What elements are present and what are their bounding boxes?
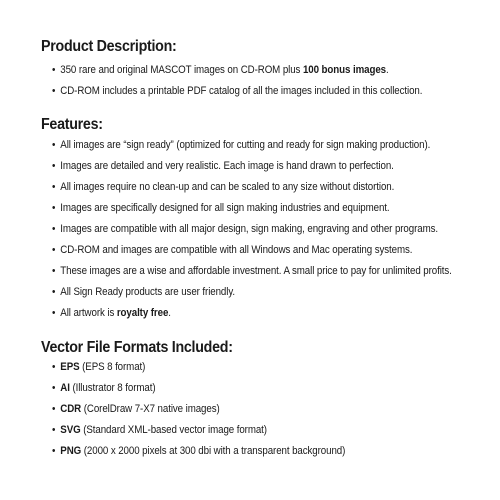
list-item: • PNG (2000 x 2000 pixels at 300 dbi with a transparent background): [52, 441, 345, 462]
list-item: • All images are “sign ready” (optimized for cutting and ready for sign making production).: [52, 135, 452, 156]
vector-formats-list: [52, 357, 371, 462]
list-item: • AI (Illustrator 8 format): [52, 378, 345, 399]
vector-formats-heading: Vector File Formats Included:: [41, 339, 233, 356]
list-item: • CDR (CorelDraw 7-X7 native images): [52, 399, 345, 420]
features-heading: Features:: [41, 116, 103, 133]
list-item: • 350 rare and original MASCOT images on CD-ROM plus 100 bonus images.: [52, 60, 422, 81]
list-item: • Images are compatible with all major design, sign making, engraving and other programs.: [52, 219, 452, 240]
product-description-heading: Product Description:: [41, 38, 177, 55]
list-item: • CD-ROM includes a printable PDF catalog of all the images included in this collection.: [52, 81, 422, 102]
features-list: [52, 135, 487, 324]
list-item: • Images are detailed and very realistic. Each image is hand drawn to perfection.: [52, 156, 452, 177]
product-description-list: [52, 60, 455, 102]
list-item: • These images are a wise and affordable investment. A small price to pay for unlimited profits.: [52, 261, 452, 282]
list-item: • All Sign Ready products are user friendly.: [52, 282, 452, 303]
list-item: • All artwork is royalty free.: [52, 303, 452, 324]
list-item: • SVG (Standard XML-based vector image format): [52, 420, 345, 441]
list-item: • Images are specifically designed for all sign making industries and equipment.: [52, 198, 452, 219]
list-item: • CD-ROM and images are compatible with all Windows and Mac operating systems.: [52, 240, 452, 261]
list-item: • All images require no clean-up and can be scaled to any size without distortion.: [52, 177, 452, 198]
list-item: • EPS (EPS 8 format): [52, 357, 345, 378]
